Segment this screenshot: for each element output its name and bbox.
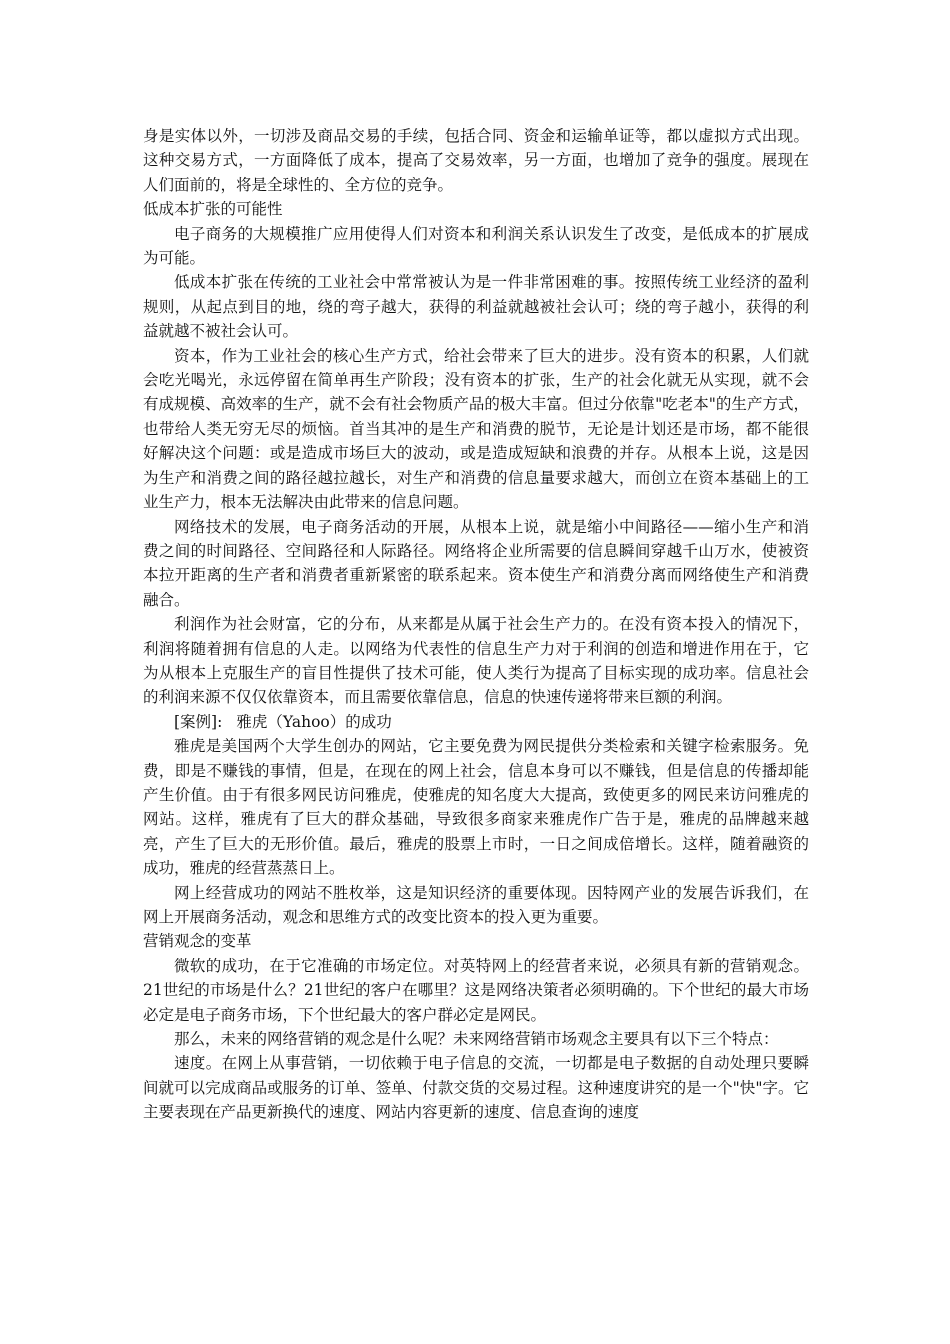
paragraph: 微软的成功，在于它准确的市场定位。对英特网上的经营者来说，必须具有新的营销观念。21世纪的市场是什么？21世纪的客户在哪里？这是网络决策者必须明确的。下个世纪的最大市场必定是电子商务市场，下个世纪最大的客户群必定是网民。 [143, 956, 809, 1024]
document-page [143, 124, 809, 1125]
paragraph: 身是实体以外，一切涉及商品交易的手续，包括合同、资金和运输单证等，都以虚拟方式出现。这种交易方式，一方面降低了成本，提高了交易效率，另一方面，也增加了竞争的强度。展现在人们面前的，将是全球性的、全方位的竞争。 [143, 127, 809, 194]
case-title: 雅虎（Yahoo）的成功 [236, 712, 392, 731]
section-heading: 低成本扩张的可能性 [143, 200, 283, 219]
paragraph: 利润作为社会财富，它的分布，从来都是从属于社会生产力的。在没有资本投入的情况下，利润将随着拥有信息的人走。以网络为代表性的信息生产力对于利润的创造和增进作用在于，它为从根本上克服生产的盲目性提供了技术可能，使人类行为提高了目标实现的成功率。信息社会的利润来源不仅仅依靠资本，而且需要依靠信息，信息的快速传递将带来巨额的利润。 [143, 615, 809, 707]
paragraph: 资本，作为工业社会的核心生产方式，给社会带来了巨大的进步。没有资本的积累，人们就会吃光喝光，永远停留在简单再生产阶段；没有资本的扩张，生产的社会化就无从实现，就不会有成规模、高效率的生产，就不会有社会物质产品的极大丰富。但过分依靠"吃老本"的生产方式，也带给人类无穷无尽的烦恼。首当其冲的是生产和消费的脱节，无论是计划还是市场，都不能很好解决这个问题：或是造成市场巨大的波动，或是造成短缺和浪费的并存。从根本上说，这是因为生产和消费之间的路径越拉越长，对生产和消费的信息量要求越大，而创立在资本基础上的工业生产力，根本无法解决由此带来的信息问题。 [143, 346, 809, 512]
paragraph: 电子商务的大规模推广应用使得人们对资本和利润关系认识发生了改变，是低成本的扩展成为可能。 [143, 224, 809, 268]
paragraph: 网络技术的发展，电子商务活动的开展，从根本上说，就是缩小中间路径——缩小生产和消费之间的时间路径、空间路径和人际路径。网络将企业所需要的信息瞬间穿越千山万水，使被资本拉开距离的生产者和消费者重新紧密的联系起来。资本使生产和消费分离而网络使生产和消费融合。 [143, 517, 809, 609]
case-heading [143, 710, 809, 734]
paragraph: 那么，未来的网络营销的观念是什么呢？未来网络营销市场观念主要具有以下三个特点： [174, 1030, 779, 1049]
paragraph: 速度。在网上从事营销，一切依赖于电子信息的交流，一切都是电子数据的自动处理只要瞬间就可以完成商品或服务的订单、签单、付款交货的交易过程。这种速度讲究的是一个"快"字。它主要表现在产品更新换代的速度、网站内容更新的速度、信息查询的速度 [143, 1054, 809, 1122]
paragraph: 低成本扩张在传统的工业社会中常常被认为是一件非常困难的事。按照传统工业经济的盈利规则，从起点到目的地，绕的弯子越大，获得的利益就越被社会认可；绕的弯子越小，获得的利益就越不被社会认可。 [143, 273, 809, 341]
paragraph: 雅虎是美国两个大学生创办的网站，它主要免费为网民提供分类检索和关键字检索服务。免费，即是不赚钱的事情，但是，在现在的网上社会，信息本身可以不赚钱，但是信息的传播却能产生价值。由于有很多网民访问雅虎，使雅虎的知名度大大提高，致使更多的网民来访问雅虎的网站。这样，雅虎有了巨大的群众基础，导致很多商家来雅虎作广告于是，雅虎的品牌越来越亮，产生了巨大的无形价值。最后，雅虎的股票上市时，一日之间成倍增长。这样，随着融资的成功，雅虎的经营蒸蒸日上。 [143, 737, 809, 878]
paragraph: 网上经营成功的网站不胜枚举，这是知识经济的重要体现。因特网产业的发展告诉我们，在网上开展商务活动，观念和思维方式的改变比资本的投入更为重要。 [143, 883, 809, 926]
case-label: [案例]: [174, 712, 223, 731]
section-heading: 营销观念的变革 [143, 932, 252, 951]
